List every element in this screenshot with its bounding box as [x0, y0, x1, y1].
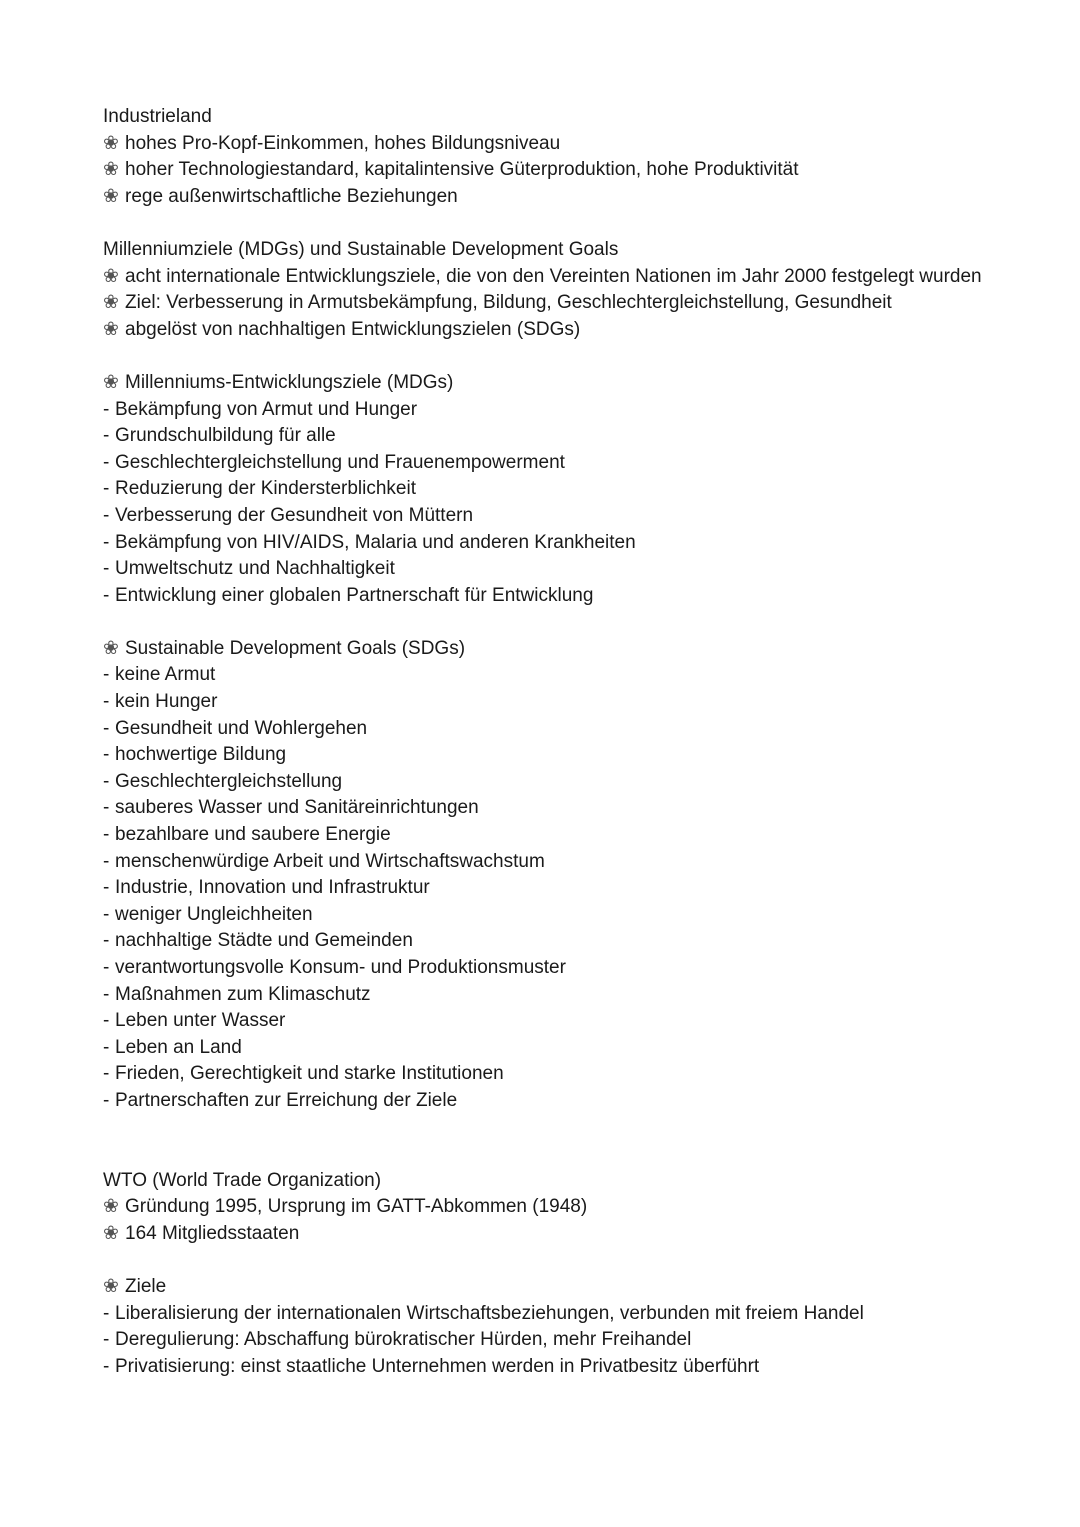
bullet-point	[103, 317, 1003, 344]
list-item	[103, 1327, 1003, 1354]
dash-marker: -	[103, 1010, 110, 1032]
list-item	[103, 530, 1003, 557]
list-item	[103, 476, 1003, 503]
list-item	[103, 875, 1003, 902]
dash-marker: -	[103, 983, 110, 1005]
spacer	[103, 1115, 1003, 1168]
heading-text: Sustainable Development Goals (SDGs)	[125, 637, 466, 659]
dash-marker: -	[103, 903, 110, 925]
subsection-heading-wto-goals	[103, 1274, 1003, 1301]
list-item-text: Leben an Land	[115, 1036, 242, 1058]
bullet-text: rege außenwirtschaftliche Beziehungen	[125, 185, 458, 207]
dash-marker: -	[103, 691, 110, 713]
dash-marker: -	[103, 584, 110, 606]
bullet-text: hohes Pro-Kopf-Einkommen, hohes Bildungsniveau	[125, 132, 561, 154]
flower-bullet-icon: ❀	[103, 371, 119, 393]
dash-marker: -	[103, 558, 110, 580]
subsection-heading-mdgs	[103, 370, 1003, 397]
bullet-point	[103, 1194, 1003, 1221]
spacer	[103, 609, 1003, 636]
list-item-text: Deregulierung: Abschaffung bürokratischer Hürden, mehr Freihandel	[115, 1329, 692, 1351]
list-item	[103, 822, 1003, 849]
flower-bullet-icon: ❀	[103, 159, 119, 181]
list-item	[103, 955, 1003, 982]
list-item-text: Maßnahmen zum Klimaschutz	[115, 983, 371, 1005]
list-item	[103, 689, 1003, 716]
list-item-text: Verbesserung der Gesundheit von Müttern	[115, 504, 474, 526]
list-item-text: keine Armut	[115, 664, 216, 686]
bullet-text: Gründung 1995, Ursprung im GATT-Abkommen (1948)	[125, 1196, 588, 1218]
dash-marker: -	[103, 824, 110, 846]
list-item	[103, 902, 1003, 929]
dash-marker: -	[103, 478, 110, 500]
list-item	[103, 982, 1003, 1009]
list-item-text: Industrie, Innovation und Infrastruktur	[115, 877, 430, 899]
list-item-text: sauberes Wasser und Sanitäreinrichtungen	[115, 797, 479, 819]
list-item-text: Umweltschutz und Nachhaltigkeit	[115, 558, 395, 580]
dash-marker: -	[103, 1302, 110, 1324]
list-item-text: Entwicklung einer globalen Partnerschaft für Entwicklung	[115, 584, 594, 606]
list-item	[103, 662, 1003, 689]
dash-marker: -	[103, 930, 110, 952]
list-item-text: verantwortungsvolle Konsum- und Produktionsmuster	[115, 957, 566, 978]
list-item	[103, 1301, 1003, 1328]
dash-marker: -	[103, 797, 110, 819]
list-item	[103, 769, 1003, 796]
flower-bullet-icon: ❀	[103, 132, 119, 154]
list-item	[103, 503, 1003, 530]
list-item-text: bezahlbare und saubere Energie	[115, 824, 391, 846]
dash-marker: -	[103, 957, 110, 978]
list-item	[103, 1035, 1003, 1062]
dash-marker: -	[103, 1036, 110, 1058]
list-item-text: nachhaltige Städte und Gemeinden	[115, 930, 413, 952]
list-item	[103, 450, 1003, 477]
list-item	[103, 742, 1003, 769]
dash-marker: -	[103, 504, 110, 526]
list-item	[103, 556, 1003, 583]
dash-marker: -	[103, 1089, 110, 1111]
section-title-industrieland: Industrieland	[103, 106, 212, 127]
list-item-text: Partnerschaften zur Erreichung der Ziele	[115, 1089, 458, 1111]
dash-marker: -	[103, 425, 110, 447]
list-item-text: Geschlechtergleichstellung	[115, 770, 343, 792]
list-item	[103, 423, 1003, 450]
list-item	[103, 795, 1003, 822]
list-item	[103, 583, 1003, 610]
dash-marker: -	[103, 398, 110, 420]
bullet-text: hoher Technologiestandard, kapitalintensive Güterproduktion, hohe Produktivität	[125, 159, 799, 181]
list-item-text: hochwertige Bildung	[115, 744, 287, 766]
dash-marker: -	[103, 717, 110, 739]
list-item	[103, 1061, 1003, 1088]
list-item-text: Leben unter Wasser	[115, 1010, 286, 1032]
list-item	[103, 1008, 1003, 1035]
dash-marker: -	[103, 877, 110, 899]
spacer	[103, 343, 1003, 370]
flower-bullet-icon: ❀	[103, 318, 119, 340]
bullet-point	[103, 264, 1003, 291]
list-item-text: weniger Ungleichheiten	[115, 903, 313, 925]
list-item-text: Liberalisierung der internationalen Wirtschaftsbeziehungen, verbunden mit freiem Handel	[115, 1302, 864, 1324]
list-item-text: Privatisierung: einst staatliche Unternehmen werden in Privatbesitz überführt	[115, 1355, 760, 1377]
dash-marker: -	[103, 531, 110, 553]
dash-marker: -	[103, 770, 110, 792]
dash-marker: -	[103, 1329, 110, 1351]
bullet-point	[103, 290, 1003, 317]
bullet-text: Ziel: Verbesserung in Armutsbekämpfung, Bildung, Geschlechtergleichstellung, Gesundheit	[125, 292, 892, 314]
list-item-text: Bekämpfung von HIV/AIDS, Malaria und anderen Krankheiten	[115, 531, 636, 553]
flower-bullet-icon: ❀	[103, 292, 119, 314]
flower-bullet-icon: ❀	[103, 1222, 119, 1244]
list-item-text: menschenwürdige Arbeit und Wirtschaftswachstum	[115, 850, 545, 872]
dash-marker: -	[103, 1063, 110, 1085]
flower-bullet-icon: ❀	[103, 1275, 119, 1297]
list-item	[103, 1088, 1003, 1115]
flower-bullet-icon: ❀	[103, 265, 119, 287]
list-item	[103, 397, 1003, 424]
section-title-mdgs-sdgs: Millenniumziele (MDGs) und Sustainable Development Goals	[103, 238, 619, 260]
dash-marker: -	[103, 850, 110, 872]
list-item	[103, 1354, 1003, 1381]
list-item	[103, 716, 1003, 743]
list-item-text: Gesundheit und Wohlergehen	[115, 717, 368, 739]
bullet-text: abgelöst von nachhaltigen Entwicklungszielen (SDGs)	[125, 318, 581, 340]
document-page	[103, 104, 1003, 1380]
bullet-point	[103, 157, 1003, 184]
spacer	[103, 1247, 1003, 1274]
subsection-heading-sdgs	[103, 636, 1003, 663]
bullet-text: acht internationale Entwicklungsziele, die von den Vereinten Nationen im Jahr 2000 festgelegt wurden	[125, 265, 982, 287]
dash-marker: -	[103, 664, 110, 686]
list-item-text: Bekämpfung von Armut und Hunger	[115, 398, 418, 420]
spacer	[103, 210, 1003, 237]
dash-marker: -	[103, 1355, 110, 1377]
heading-text: Millenniums-Entwicklungsziele (MDGs)	[125, 371, 454, 393]
list-item	[103, 849, 1003, 876]
list-item-text: Frieden, Gerechtigkeit und starke Institutionen	[115, 1063, 504, 1085]
flower-bullet-icon: ❀	[103, 1196, 119, 1218]
bullet-point	[103, 131, 1003, 158]
flower-bullet-icon: ❀	[103, 185, 119, 207]
flower-bullet-icon: ❀	[103, 637, 119, 659]
dash-marker: -	[103, 744, 110, 766]
list-item-text: Grundschulbildung für alle	[115, 425, 336, 447]
heading-text: Ziele	[125, 1275, 167, 1297]
list-item	[103, 928, 1003, 955]
list-item-text: Geschlechtergleichstellung und Frauenempowerment	[115, 451, 565, 473]
bullet-point	[103, 184, 1003, 211]
dash-marker: -	[103, 451, 110, 473]
bullet-text: 164 Mitgliedsstaaten	[125, 1222, 300, 1244]
list-item-text: kein Hunger	[115, 691, 218, 713]
list-item-text: Reduzierung der Kindersterblichkeit	[115, 478, 416, 500]
section-title-wto: WTO (World Trade Organization)	[103, 1169, 382, 1191]
bullet-point	[103, 1221, 1003, 1248]
